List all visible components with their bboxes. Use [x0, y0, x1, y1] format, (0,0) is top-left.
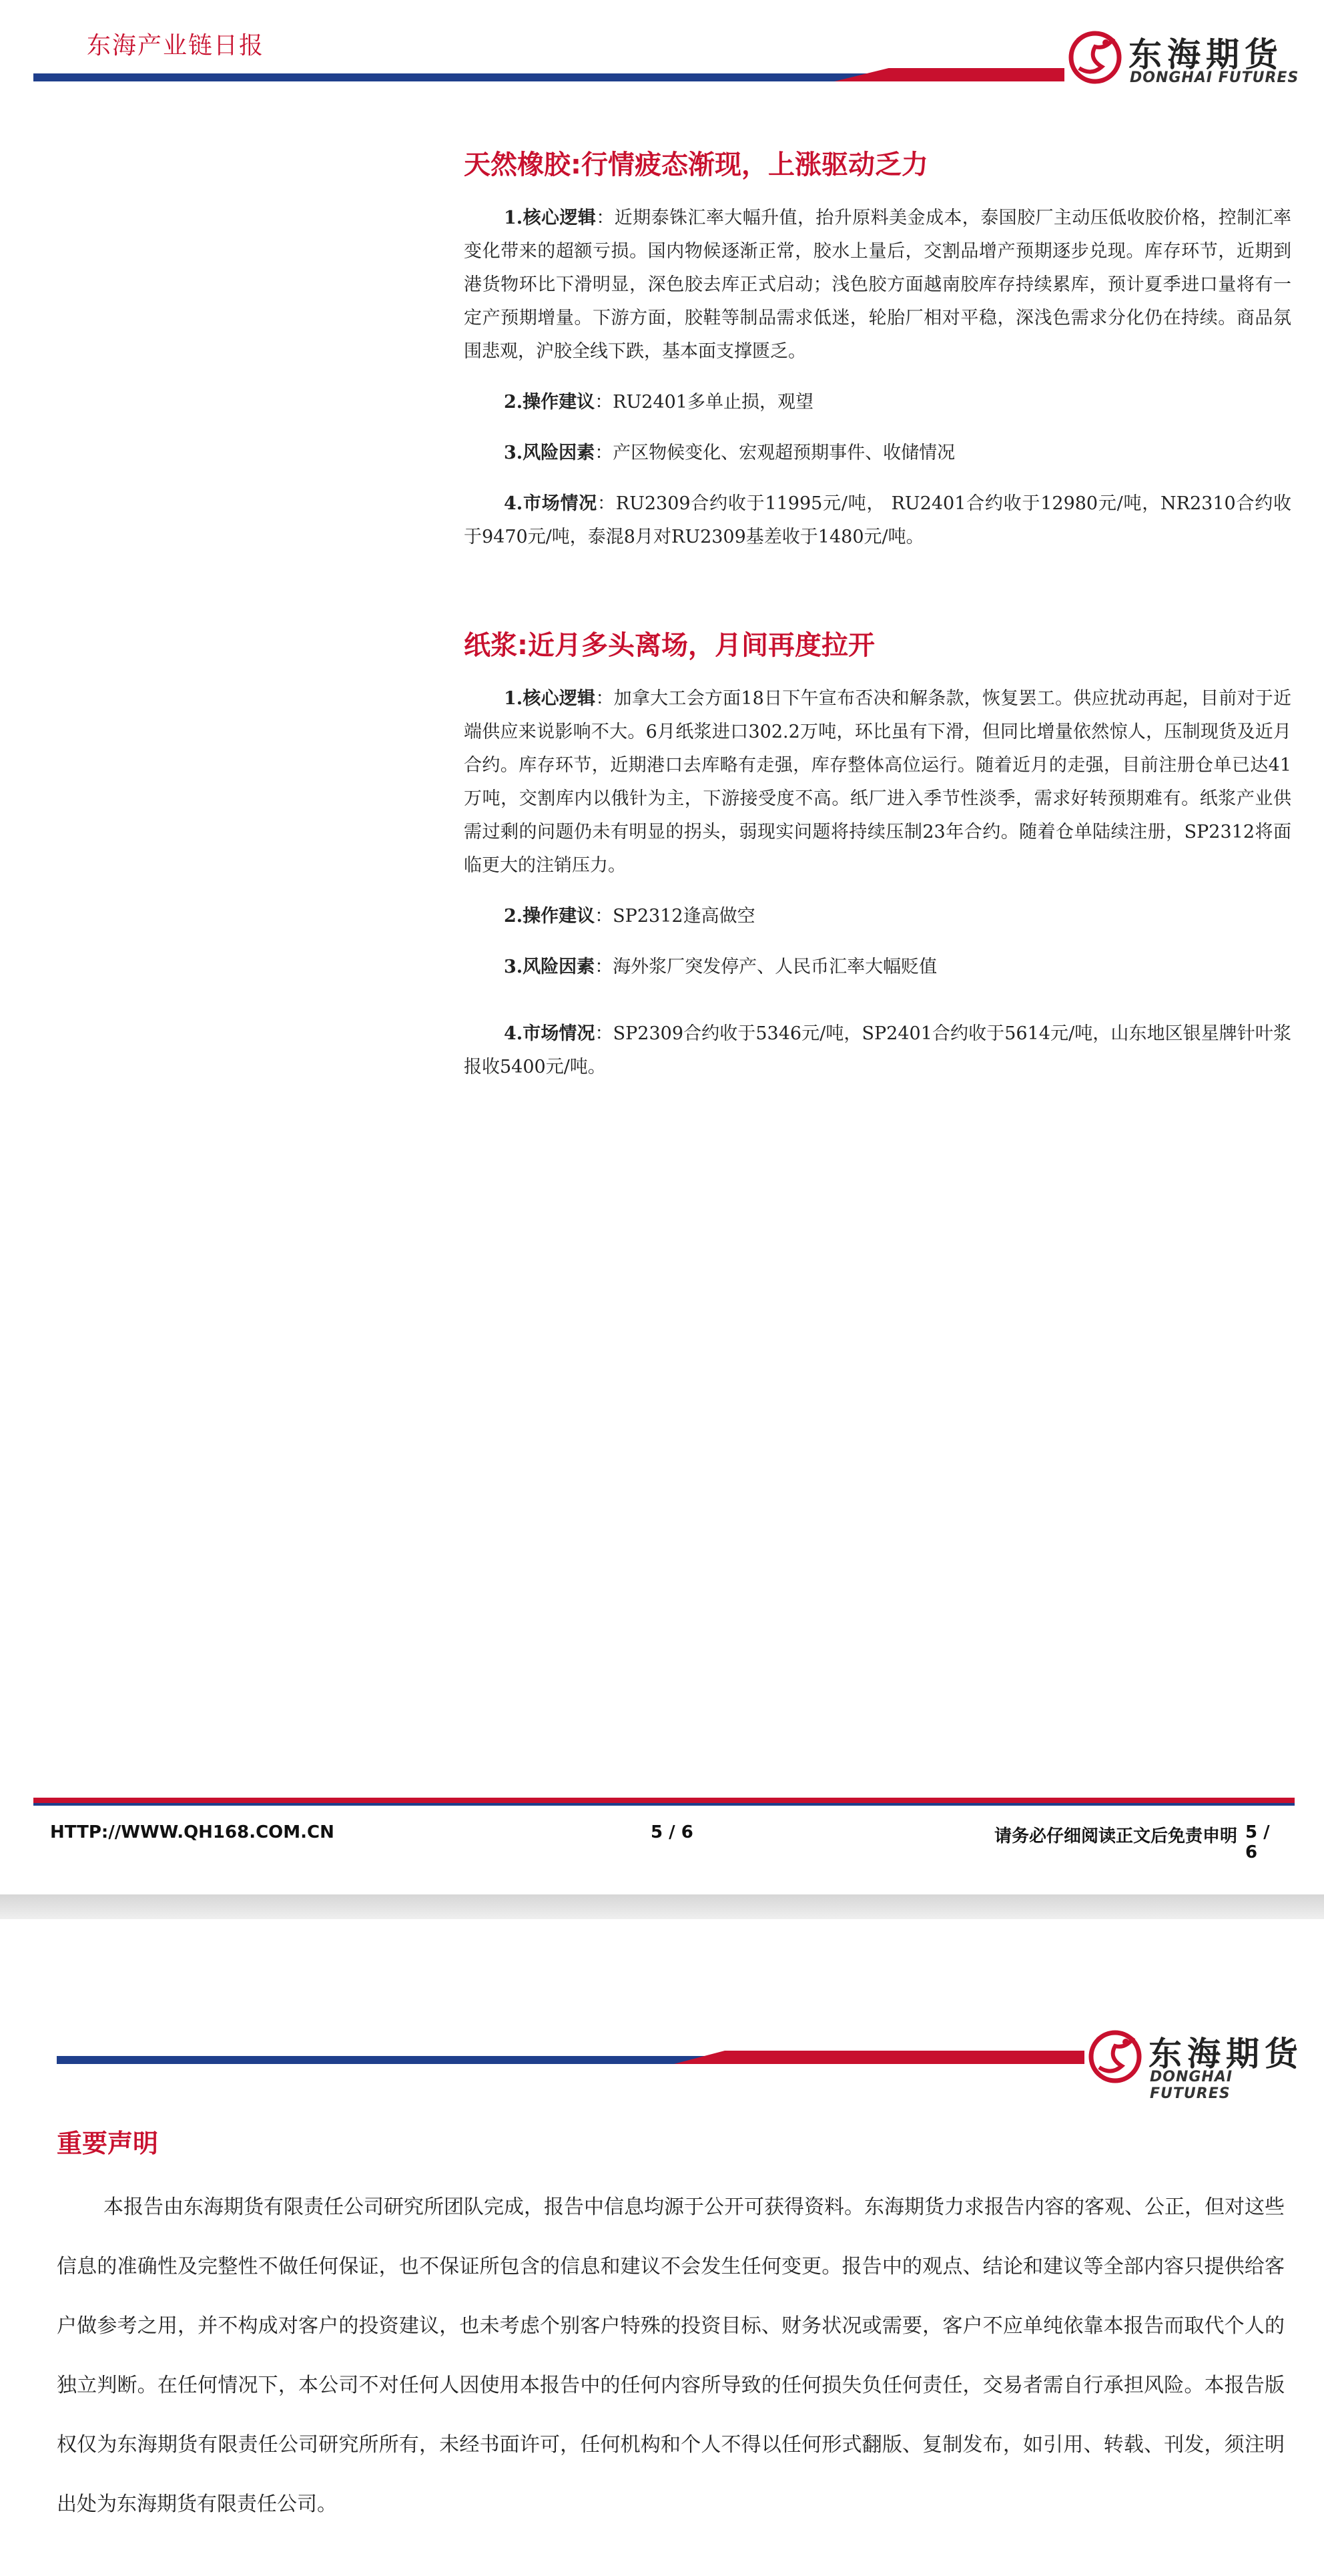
pulp-market [464, 1017, 1291, 1084]
footer-page-right: 5 / 6 [1245, 1822, 1270, 1862]
donghai-logo-2 [1084, 2019, 1318, 2102]
pulp-core-logic-label: 1.核心逻辑 [504, 688, 596, 709]
page-gap [0, 1894, 1324, 1919]
pulp-risk-text: ：海外浆厂突发停产、人民币汇率大幅贬值 [595, 957, 938, 977]
pulp-risk-label: 3.风险因素 [504, 957, 595, 977]
rubber-advice-label: 2.操作建议 [504, 392, 595, 413]
rubber-core-logic-text: ：近期泰铢汇率大幅升值，抬升原料美金成本，泰国胶厂主动压低收胶价格，控制汇率变化带来的超额亏损。国内物候逐渐正常，胶水上量后，交割品增产预期逐步兑现。库存环节，近期到港货物环比下滑明显，深色胶去库正式启动；浅色胶方面越南胶库存持续累库，预计夏季进口量将有一定产预期增量。下游方面，胶鞋等制品需求低迷，轮胎厂相对平稳，深浅色需求分化仍在持续。商品氛围悲观，沪胶全线下跌，基本面支撑匮乏。 [464, 208, 1292, 362]
rubber-risk [464, 437, 1291, 470]
donghai-logo [1064, 20, 1318, 93]
rubber-advice-text: ：RU2401多单止损，观望 [595, 392, 813, 413]
footer-url[interactable]: HTTP://WWW.QH168.COM.CN [50, 1822, 334, 1842]
footer-notice: 请务必仔细阅读正文后免责申明 [994, 1826, 1238, 1846]
footer-band-blue [33, 1803, 1295, 1806]
dragon-emblem-icon [1064, 20, 1128, 93]
pulp-market-text: ：SP2309合约收于5346元/吨，SP2401合约收于5614元/吨，山东地区银星牌针叶浆报收5400元/吨。 [464, 1023, 1292, 1077]
logo-chinese-name-2: 东海期货 [1148, 2035, 1303, 2073]
rubber-title: 天然橡胶:行情疲态渐现，上涨驱动乏力 [464, 150, 928, 180]
footer-page-center: 5 / 6 [651, 1822, 693, 1842]
pulp-core-logic-text: ：加拿大工会方面18日下午宣布否决和解条款，恢复罢工。供应扰动再起，目前对于近端供应来说影响不大。6月纸浆进口302.2万吨，环比虽有下滑，但同比增量依然惊人，压制现货及近月合约。库存环节，近期港口去库略有走强，库存整体高位运行。随着近月的走强，目前注册仓单已达41万吨，交割库内以俄针为主，下游接受度不高。纸厂进入季节性淡季，需求好转预期难有。纸浆产业供需过剩的问题仍未有明显的拐头，弱现实问题将持续压制23年合约。随着仓单陆续注册，SP2312将面临更大的注销压力。 [464, 688, 1292, 876]
rubber-core-logic-label: 1.核心逻辑 [504, 208, 597, 228]
pulp-risk [464, 951, 1291, 984]
logo-chinese-name: 东海期货 [1128, 35, 1283, 74]
pulp-advice-text: ：SP2312逢高做空 [595, 906, 755, 927]
rubber-advice [464, 386, 1291, 419]
pulp-market-label: 4.市场情况 [504, 1023, 595, 1044]
disclaimer-body: 本报告由东海期货有限责任公司研究所团队完成，报告中信息均源于公开可获得资料。东海期货力求报告内容的客观、公正，但对这些信息的准确性及完整性不做任何保证，也不保证所包含的信息和建议不会发生任何变更。报告中的观点、结论和建议等全部内容只提供给客户做参考之用，并不构成对客户的投资建议，也未考虑个别客户特殊的投资目标、财务状况或需要，客户不应单纯依靠本报告而取代个人的独立判断。在任何情况下，本公司不对任何人因使用本报告中的任何内容所导致的任何损失负任何责任，交易者需自行承担风险。本报告版权仅为东海期货有限责任公司研究所所有，未经书面许可，任何机构和个人不得以任何形式翻版、复制发布，如引用、转载、刊发，须注明出处为东海期货有限责任公司。 [57, 2196, 1285, 2516]
pulp-advice-label: 2.操作建议 [504, 906, 595, 927]
pulp-title: 纸浆:近月多头离场，月间再度拉开 [464, 630, 875, 661]
logo-english-name: DONGHAI FUTURES [1130, 69, 1299, 86]
logo-english-name-2: DONGHAI FUTURES [1150, 2069, 1233, 2102]
dragon-emblem-icon [1084, 2019, 1148, 2093]
rubber-core-logic [464, 202, 1291, 368]
rubber-risk-text: ：产区物候变化、宏观超预期事件、收储情况 [595, 443, 956, 463]
pulp-advice [464, 900, 1291, 933]
rubber-market-label: 4.市场情况 [504, 493, 598, 514]
pulp-core-logic [464, 682, 1291, 882]
report-title: 东海产业链日报 [87, 32, 265, 59]
footer-band-red [33, 1798, 1295, 1803]
rubber-market-text: ：RU2309合约收于11995元/吨， RU2401合约收于12980元/吨，NR2310合约收于9470元/吨，泰混8月对RU2309基差收于1480元/吨。 [464, 493, 1292, 547]
disclaimer-title: 重要声明 [57, 2129, 159, 2158]
rubber-risk-label: 3.风险因素 [504, 443, 595, 463]
header-band-blue [33, 73, 941, 81]
rubber-section [464, 144, 1291, 571]
pulp-section [464, 624, 1291, 1101]
rubber-market [464, 487, 1291, 554]
